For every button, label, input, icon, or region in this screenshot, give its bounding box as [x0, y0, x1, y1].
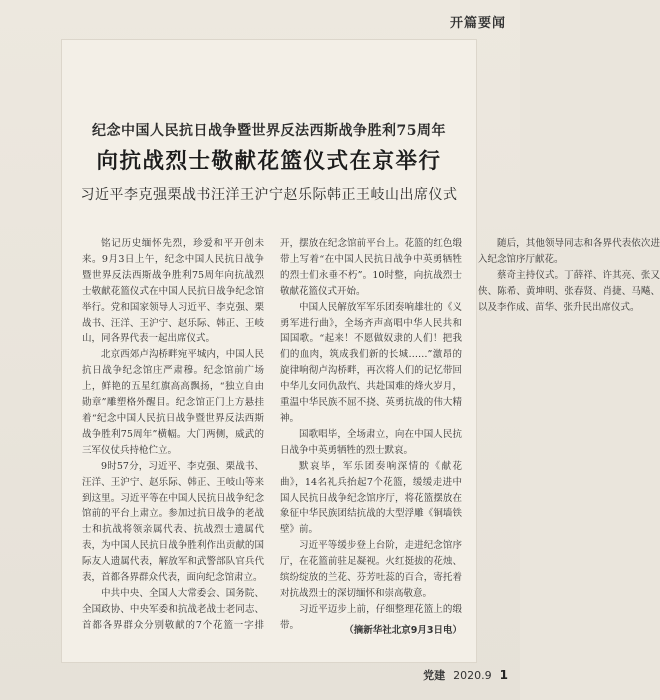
section-tag: 开篇要闻 [449, 16, 506, 31]
article-body [82, 236, 660, 636]
issue-number: 2020.9 [453, 669, 492, 682]
article-paragraph: 9时57分，习近平、李克强、栗战书、汪洋、王沪宁、赵乐际、韩正、王岐山等来到这里。习近平等在中国人民抗日战争纪念馆前的平台上肃立。参加过抗日战争的老战士和抗战将领亲属代表、抗战烈士遗属代表，为中国人民抗日战争胜利作出贡献的国际友人遗属代表，解放军和武警部队官兵代表，首都各界群众代表，面向纪念馆肃立。 [82, 460, 264, 584]
article-paragraph: 习近平迈步上前，仔细整理花篮上的缎带。 [280, 603, 462, 631]
article-paragraph: 铭记历史缅怀先烈，珍爱和平开创未来。9月3日上午，纪念中国人民抗日战争暨世界反法西斯战争胜利75周年向抗战烈士敬献花篮仪式在中国人民抗日战争纪念馆举行。党和国家领导人习近平、李克强、栗战书、汪洋、王沪宁、赵乐际、韩正、王岐山，同各界代表一起出席仪式。 [82, 238, 264, 345]
magazine-name: 党建 [423, 669, 446, 682]
article-kicker: 纪念中国人民抗日战争暨世界反法西斯战争胜利75周年 [92, 123, 446, 139]
article-paragraph: 习近平等缓步登上台阶，走进纪念馆序厅，在花篮前驻足凝视。火红挺拔的花烛、缤纷绽放的兰花、芬芳吐蕊的百合，寄托着对抗战烈士的深切缅怀和崇高敬意。 [280, 540, 462, 599]
article-paragraph: 随后，其他领导同志和各界代表依次进入纪念馆序厅献花。 [478, 238, 660, 265]
article-headline: 向抗战烈士敬献花篮仪式在京举行 [96, 149, 442, 174]
article-source: （摘新华社北京9月3日电） [344, 625, 462, 636]
article-paragraph: 国歌唱毕，全场肃立，向在中国人民抗日战争中英勇牺牲的烈士默哀。 [280, 428, 462, 456]
article-paragraph: 默哀毕，军乐团奏响深情的《献花曲》，14名礼兵抬起7个花篮，缓缓走进中国人民抗日战争纪念馆序厅，将花篮摆放在象征中华民族团结抗战的大型浮雕《铜墙铁壁》前。 [280, 460, 462, 536]
article-paragraph: 中国人民解放军军乐团奏响雄壮的《义勇军进行曲》，全场齐声高唱中华人民共和国国歌。“起来！不愿做奴隶的人们！把我们的血肉，筑成我们新的长城……”激昂的旋律响彻卢沟桥畔，再次将人们的记忆带回中华儿女同仇敌忾、共赴国难的烽火岁月，重温中华民族不屈不挠、英勇抗战的伟大精神。 [280, 301, 462, 424]
article-paragraph: 中共中央、全国人大常委会、国务院、全国政协、中央军委和抗战老战士老同志、首都各界群众分别敬献的7个花篮一字排开，摆放在纪念馆前平台上。花篮的红色缎带上写着“在中国人民抗日战争中英勇牺牲的烈士们永垂不朽”。10时整，向抗战烈士敬献花篮仪式开始。 [82, 238, 462, 631]
article-paragraph: 北京西郊卢沟桥畔宛平城内，中国人民抗日战争纪念馆庄严肃穆。纪念馆前广场上，鲜艳的五星红旗高高飘扬，“独立自由勋章”雕塑格外醒目。纪念馆正门上方悬挂着“纪念中国人民抗日战争暨世界反法西斯战争胜利75周年”横幅。大门两侧，威武的三军仪仗兵持枪伫立。 [82, 349, 264, 456]
page-footer [423, 664, 508, 683]
page-number: 1 [499, 668, 508, 682]
article-paragraph: 蔡奇主持仪式。丁薛祥、许其亮、张又侠、陈希、黄坤明、张春贤、肖捷、马飚、以及李作成、苗华、张升民出席仪式。 [478, 269, 660, 313]
article-subhead: 习近平李克强栗战书汪洋王沪宁赵乐际韩正王岐山出席仪式 [80, 187, 458, 203]
